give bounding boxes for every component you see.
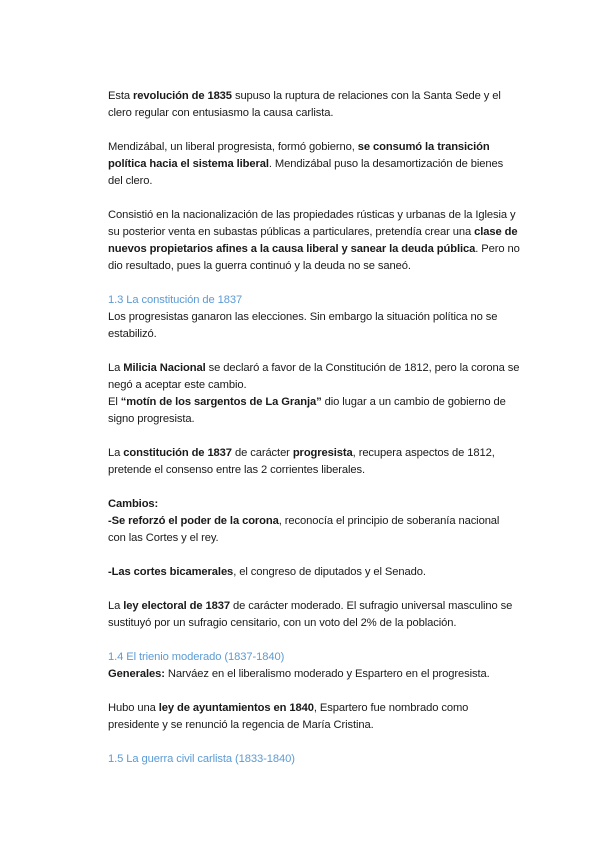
paragraph-desamortizacion: Consistió en la nacionalización de las propiedades rústicas y urbanas de la Iglesia y su posterior venta en subastas públicas a particulares, pretendía crear una clase de nuevos propietarios afines a la causa liberal y sanear la deuda pública. Pero no dio resultado, pues la guerra continuó y la deuda no se saneó. [108, 209, 520, 272]
paragraph-ayuntamientos: Hubo una ley de ayuntamientos en 1840, Espartero fue nombrado como presidente y se renunció la regencia de María Cristina. [108, 702, 469, 731]
paragraph-generales: Generales: Narváez en el liberalismo moderado y Espartero en el progresista. [108, 668, 490, 680]
paragraph-cortes: -Las cortes bicamerales, el congreso de diputados y el Senado. [108, 566, 426, 578]
paragraph-milicia: La Milicia Nacional se declaró a favor de la Constitución de 1812, pero la corona se negó a aceptar este cambio. [108, 362, 520, 391]
paragraph-revolucion: Esta revolución de 1835 supuso la ruptura de relaciones con la Santa Sede y el clero regular con entusiasmo la causa carlista. [108, 90, 501, 119]
paragraph-mendizabal: Mendizábal, un liberal progresista, formó gobierno, se consumó la transición política hacia el sistema liberal. Mendizábal puso la desamortización de bienes del clero. [108, 141, 504, 187]
paragraph-ley-electoral: La ley electoral de 1837 de carácter moderado. El sufragio universal masculino se sustituyó por un sufragio censitario, con un voto del 2% de la población. [108, 600, 513, 629]
paragraph-elecciones: Los progresistas ganaron las elecciones. Sin embargo la situación política no se estabilizó. [108, 311, 498, 340]
heading-guerra-carlista: 1.5 La guerra civil carlista (1833-1840) [108, 753, 295, 765]
heading-trienio-moderado: 1.4 El trienio moderado (1837-1840) [108, 651, 285, 663]
heading-constitucion-1837: 1.3 La constitución de 1837 [108, 294, 243, 306]
paragraph-motin: El “motín de los sargentos de La Granja” dio lugar a un cambio de gobierno de signo progresista. [108, 396, 506, 425]
paragraph-corona: -Se reforzó el poder de la corona, reconocía el principio de soberanía nacional con las Cortes y el rey. [108, 515, 500, 544]
cambios-title: Cambios: [108, 498, 159, 510]
paragraph-constitucion: La constitución de 1837 de carácter progresista, recupera aspectos de 1812, pretende el consenso entre las 2 corrientes liberales. [108, 447, 495, 476]
